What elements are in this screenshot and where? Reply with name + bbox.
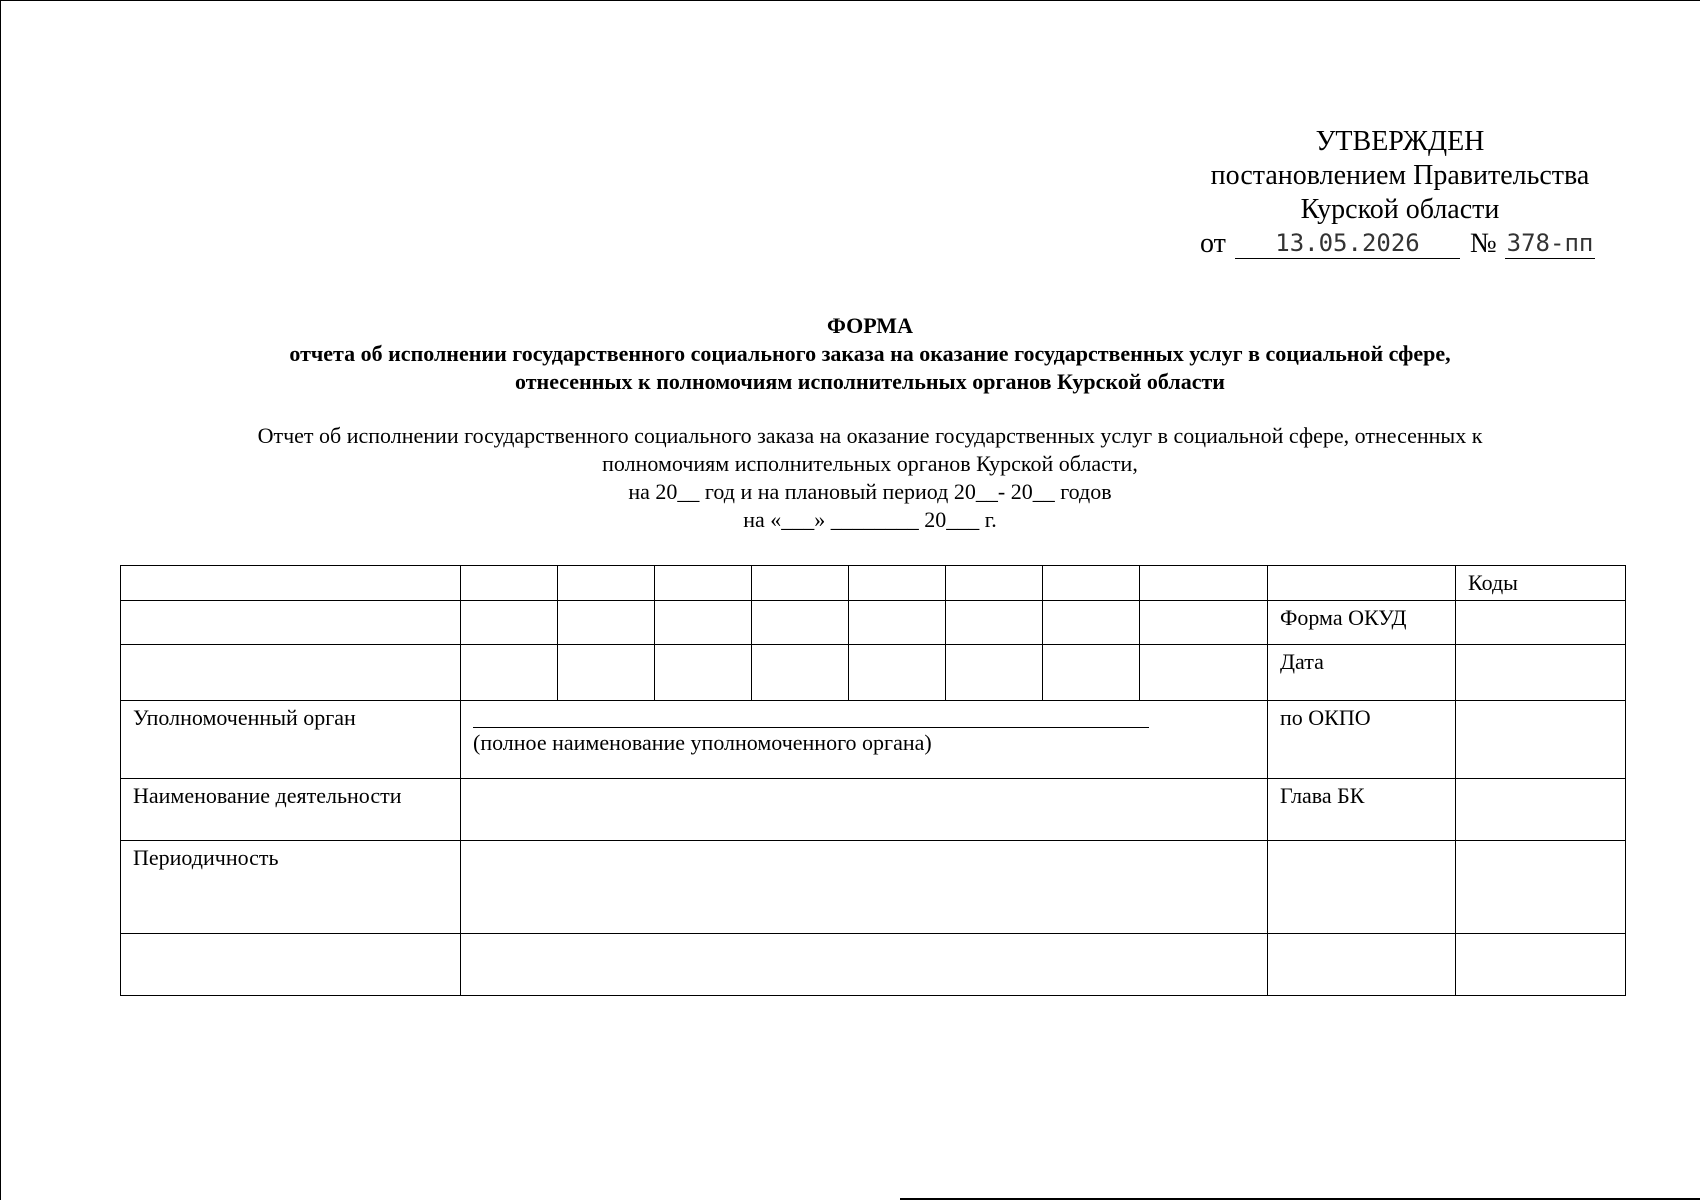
- title-line-2: отнесенных к полномочиям исполнительных органов Курской области: [515, 369, 1225, 394]
- table-cell: [1268, 841, 1456, 934]
- table-cell: [849, 566, 946, 601]
- table-cell: [655, 566, 752, 601]
- table-cell[interactable]: [1456, 841, 1626, 934]
- table-cell: [121, 934, 461, 996]
- table-cell: [558, 601, 655, 645]
- table-row: [121, 601, 1626, 645]
- bk-label: Глава БК: [1268, 779, 1456, 841]
- report-line-2: полномочиям исполнительных органов Курской области,: [602, 451, 1138, 476]
- table-cell: [1140, 566, 1268, 601]
- page-edge-left: [0, 0, 1, 1200]
- table-cell: [1043, 566, 1140, 601]
- table-cell: [558, 645, 655, 701]
- periodicity-label: Периодичность: [121, 841, 461, 934]
- table-cell: [121, 645, 461, 701]
- activity-label: Наименование деятельности: [121, 779, 461, 841]
- page-edge-top: [0, 0, 1700, 1]
- approval-number: 378-пп: [1506, 229, 1594, 257]
- table-row: [121, 841, 1626, 934]
- codes-header: Коды: [1456, 566, 1626, 601]
- authority-caption: (полное наименование уполномоченного органа): [473, 730, 932, 755]
- approval-line-1: УТВЕРЖДЕН: [1315, 126, 1485, 157]
- periodicity-field[interactable]: [461, 841, 1268, 934]
- table-cell[interactable]: [461, 934, 1268, 996]
- approval-number-label: №: [1470, 228, 1497, 259]
- table-cell: [849, 601, 946, 645]
- table-cell: [1268, 566, 1456, 601]
- table-cell: [121, 601, 461, 645]
- okud-label: Форма ОКУД: [1268, 601, 1456, 645]
- table-row: [121, 566, 1626, 601]
- table-cell: [1268, 934, 1456, 996]
- date-label: Дата: [1268, 645, 1456, 701]
- table-row: [121, 934, 1626, 996]
- table-cell: [461, 645, 558, 701]
- table-cell[interactable]: [1456, 934, 1626, 996]
- approval-from-label: от: [1200, 228, 1226, 259]
- table-cell: [1043, 645, 1140, 701]
- title-heading: ФОРМА: [827, 313, 913, 338]
- table-cell: [558, 566, 655, 601]
- okud-code-cell[interactable]: [1456, 601, 1626, 645]
- approval-line-2: постановлением Правительства: [1210, 160, 1590, 191]
- activity-field[interactable]: [461, 779, 1268, 841]
- table-cell: [655, 601, 752, 645]
- table-cell: [849, 645, 946, 701]
- report-line-1: Отчет об исполнении государственного социального заказа на оказание государственных услуг в социальной сфере, отнесенных к: [257, 423, 1483, 448]
- table-cell: [1140, 601, 1268, 645]
- report-heading: [150, 422, 1590, 534]
- table-row: [121, 645, 1626, 701]
- table-cell: [1140, 645, 1268, 701]
- report-form-table: [120, 565, 1626, 996]
- table-cell: [1043, 601, 1140, 645]
- table-cell: [752, 601, 849, 645]
- okpo-label: по ОКПО: [1268, 701, 1456, 779]
- approval-date: 13.05.2026: [1235, 228, 1460, 259]
- table-cell: [946, 566, 1043, 601]
- table-cell: [461, 566, 558, 601]
- table-cell: [752, 645, 849, 701]
- approval-reference: [1200, 228, 1600, 262]
- date-code-cell[interactable]: [1456, 645, 1626, 701]
- report-line-3: на 20__ год и на плановый период 20__- 20__ годов: [628, 479, 1112, 504]
- table-row: [121, 779, 1626, 841]
- approval-stamp: [1180, 125, 1620, 227]
- authority-underline: [473, 727, 1149, 728]
- title-line-1: отчета об исполнении государственного социального заказа на оказание государственных услуг в социальной сфере,: [289, 341, 1451, 366]
- table-cell: [121, 566, 461, 601]
- bk-code-cell[interactable]: [1456, 779, 1626, 841]
- okpo-code-cell[interactable]: [1456, 701, 1626, 779]
- table-cell: [461, 601, 558, 645]
- approval-line-3: Курской области: [1300, 194, 1500, 225]
- authority-field[interactable]: [461, 701, 1268, 779]
- table-row: [121, 701, 1626, 779]
- table-cell: [752, 566, 849, 601]
- report-line-4: на «___» ________ 20___ г.: [743, 507, 997, 532]
- authority-label: Уполномоченный орган: [121, 701, 461, 779]
- table-cell: [946, 601, 1043, 645]
- document-title: [120, 312, 1620, 396]
- table-cell: [946, 645, 1043, 701]
- table-cell: [655, 645, 752, 701]
